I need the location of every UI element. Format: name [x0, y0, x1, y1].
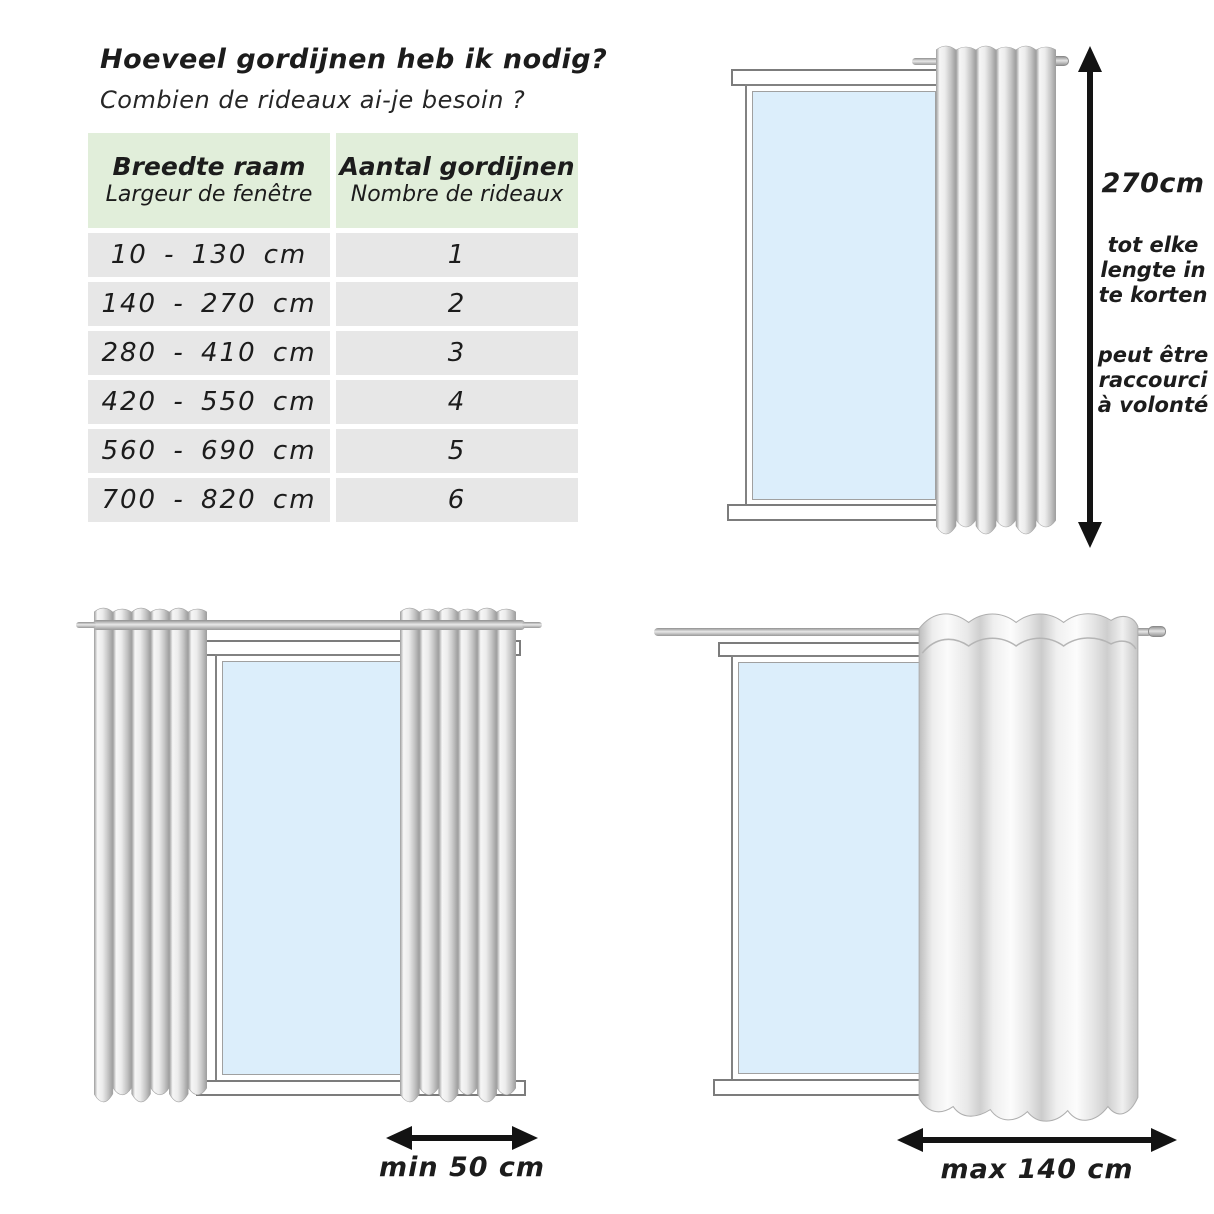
window-glass [745, 84, 943, 507]
curtain-length-value: 270cm [1101, 168, 1205, 199]
table-cell-curtain-count: 2 [336, 282, 578, 326]
table-cell-width-range: 280 - 410 cm [88, 331, 330, 375]
length-note-fr: peut être raccourci à volonté [1097, 343, 1209, 417]
arrow-shaft [1087, 66, 1093, 528]
page-subtitle: Combien de rideaux ai-je besoin ? [100, 86, 526, 114]
glass-pane [752, 91, 936, 500]
window-sill [727, 504, 945, 521]
header-label-fr: Nombre de rideaux [350, 182, 564, 208]
page-title: Hoeveel gordijnen heb ik nodig? [100, 44, 608, 75]
arrow-shaft [406, 1135, 518, 1141]
curtain-rod-end-cap [1148, 626, 1166, 637]
curtain-rod-left-pin [76, 622, 96, 628]
flat-wave-curtain [915, 604, 1142, 1126]
table-cell-width-range: 700 - 820 cm [88, 478, 330, 522]
min-width-label: min 50 cm [378, 1152, 546, 1183]
horizontal-measure-arrow-icon [386, 1126, 538, 1150]
table-header-window-width [88, 133, 330, 228]
header-label-nl: Breedte raam [112, 152, 306, 182]
horizontal-measure-arrow-icon [897, 1128, 1177, 1152]
table-cell-width-range: 560 - 690 cm [88, 429, 330, 473]
table-cell-curtain-count: 1 [336, 233, 578, 277]
curtain-rod-right-pin [522, 622, 542, 628]
pleated-curtain-left [94, 604, 207, 1110]
table-cell-curtain-count: 3 [336, 331, 578, 375]
pleated-curtain-single [936, 42, 1056, 542]
table-cell-curtain-count: 5 [336, 429, 578, 473]
pleated-curtain-right [400, 604, 516, 1110]
table-cell-curtain-count: 6 [336, 478, 578, 522]
curtain-rod [93, 620, 525, 630]
table-cell-width-range: 420 - 550 cm [88, 380, 330, 424]
arrow-shaft [917, 1137, 1157, 1143]
table-cell-curtain-count: 4 [336, 380, 578, 424]
table-cell-width-range: 10 - 130 cm [88, 233, 330, 277]
table-header-curtain-count [336, 133, 578, 228]
length-annotation [1094, 168, 1212, 418]
header-label-nl: Aantal gordijnen [339, 152, 575, 182]
length-note-nl: tot elke lengte in te korten [1098, 233, 1208, 307]
table-cell-width-range: 140 - 270 cm [88, 282, 330, 326]
header-label-fr: Largeur de fenêtre [105, 182, 313, 208]
curtain-count-table [88, 133, 578, 522]
max-width-label: max 140 cm [940, 1154, 1134, 1185]
